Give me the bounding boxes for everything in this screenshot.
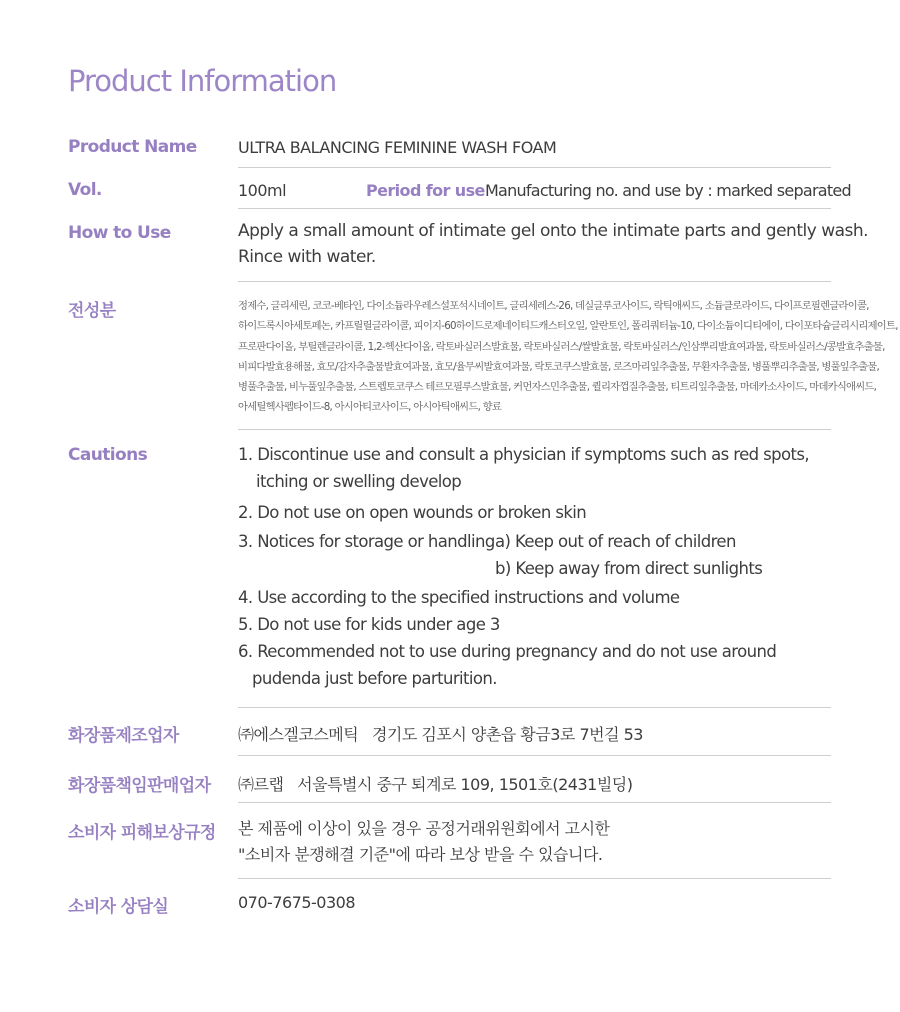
caution-continuation: pudenda just before parturition. bbox=[252, 669, 497, 688]
ingredients-list bbox=[238, 296, 898, 418]
period-for-use-label: Period for use bbox=[366, 181, 485, 200]
divider bbox=[238, 755, 831, 756]
ingredients-line: 정제수, 글리세린, 코코-베타인, 다이소듐라우레스설포석시네이트, 글리세레스-26, 데실글루코사이드, 락틱애씨드, 소듐클로라이드, 다이프로필렌글라이콜, bbox=[238, 300, 869, 312]
manufacturer-value: ㈜에스겔코스메틱 경기도 김포시 양촌읍 황금3로 7번길 53 bbox=[238, 725, 643, 744]
divider bbox=[238, 707, 831, 708]
caution-text: 4. Use according to the specified instructions and volume bbox=[238, 588, 680, 607]
how-to-use-line: Rince with water. bbox=[238, 247, 376, 267]
caution-text: 1. Discontinue use and consult a physician if symptoms such as red spots, bbox=[238, 445, 810, 464]
compensation-text bbox=[238, 816, 610, 868]
distributor-row bbox=[68, 771, 831, 795]
caution-continuation: itching or swelling develop bbox=[256, 472, 462, 491]
ingredients-line: 프로판다이올, 부틸렌글라이콜, 1,2-헥산다이올, 락토바실러스발효물, 락토바실러스/쌀발효물, 락토바실러스/인삼뿌리발효여과물, 락토바실러스/콩발효추출물, bbox=[238, 340, 885, 353]
vol-row bbox=[68, 180, 851, 204]
caution-text: 3. Notices for storage or handling bbox=[238, 532, 495, 551]
vol-label: Vol. bbox=[68, 180, 102, 200]
cautions-label: Cautions bbox=[68, 445, 148, 465]
product-name-row bbox=[68, 137, 831, 161]
compensation-row bbox=[68, 818, 831, 872]
ingredients-row bbox=[68, 296, 898, 420]
ingredients-line: 비피다발효용해물, 효모/감자추출물발효여과물, 효모/율무씨발효여과물, 락토코쿠스발효물, 로즈마리잎추출물, 무환자추출물, 병풀뿌리추출물, 병풀잎추출물, bbox=[238, 360, 880, 373]
ingredients-label: 전성분 bbox=[68, 301, 116, 321]
caution-item bbox=[238, 503, 586, 522]
consult-phone: 070-7675-0308 bbox=[238, 893, 356, 912]
product-name-label: Product Name bbox=[68, 137, 197, 157]
page-title: Product Information bbox=[68, 64, 337, 98]
divider bbox=[238, 167, 831, 168]
caution-text: 2. Do not use on open wounds or broken skin bbox=[238, 503, 587, 522]
how-to-use-label: How to Use bbox=[68, 223, 171, 243]
consult-label: 소비자 상담실 bbox=[68, 897, 169, 917]
caution-sub-item: a) Keep out of reach of children bbox=[495, 532, 736, 551]
ingredients-line: 하이드록시아세토페논, 카프릴릴글라이콜, 피이지-60하이드로제네이티드캐스터오일, 알란토인, 폴리쿼터늄-10, 다이소듐이디티에이, 다이포타슘글리시리제이트, bbox=[238, 320, 898, 333]
divider bbox=[238, 208, 831, 209]
ingredients-line: 병풀추출물, 비누풀잎추출물, 스트렙토코쿠스 테르모필루스발효물, 커먼자스민추출물, 퀼리자껍질추출물, 티트리잎추출물, 마데카소사이드, 마데카식애씨드, bbox=[238, 381, 877, 394]
divider bbox=[238, 878, 831, 879]
divider bbox=[238, 802, 831, 803]
divider bbox=[238, 281, 831, 282]
ingredients-line: 아세틸헥사펩타이드-8, 아시아티코사이드, 아시아틱애씨드, 향료 bbox=[238, 401, 502, 414]
manufacturer-label: 화장품제조업자 bbox=[68, 726, 179, 746]
period-for-use-value: Manufacturing no. and use by : marked separated bbox=[485, 181, 851, 200]
caution-text: 6. Recommended not to use during pregnancy and do not use around bbox=[238, 642, 777, 661]
caution-item bbox=[238, 588, 680, 607]
divider bbox=[238, 429, 831, 430]
how-to-use-text bbox=[238, 218, 868, 270]
caution-text: 5. Do not use for kids under age 3 bbox=[238, 615, 500, 634]
caution-item bbox=[238, 532, 495, 551]
how-to-use-line: Apply a small amount of intimate gel onto the intimate parts and gently wash. bbox=[238, 221, 869, 241]
distributor-value: ㈜르랩 서울특별시 중구 퇴계로 109, 1501호(2431빌딩) bbox=[238, 775, 633, 794]
how-to-use-row bbox=[68, 221, 869, 275]
manufacturer-row bbox=[68, 721, 831, 745]
product-name-value: ULTRA BALANCING FEMININE WASH FOAM bbox=[238, 138, 557, 157]
distributor-label: 화장품책임판매업자 bbox=[68, 776, 211, 796]
compensation-label: 소비자 피해보상규정 bbox=[68, 823, 216, 843]
caution-item bbox=[238, 615, 500, 634]
caution-item bbox=[238, 445, 810, 491]
caution-sub-item: b) Keep away from direct sunlights bbox=[495, 559, 763, 578]
consult-row bbox=[68, 892, 831, 916]
caution-item bbox=[238, 642, 777, 688]
compensation-line: 본 제품에 이상이 있을 경우 공정거래위원회에서 고시한 bbox=[238, 819, 610, 838]
cautions-row bbox=[68, 445, 831, 695]
vol-value: 100ml bbox=[238, 181, 287, 200]
compensation-line: "소비자 분쟁해결 기준"에 따라 보상 받을 수 있습니다. bbox=[238, 845, 603, 864]
